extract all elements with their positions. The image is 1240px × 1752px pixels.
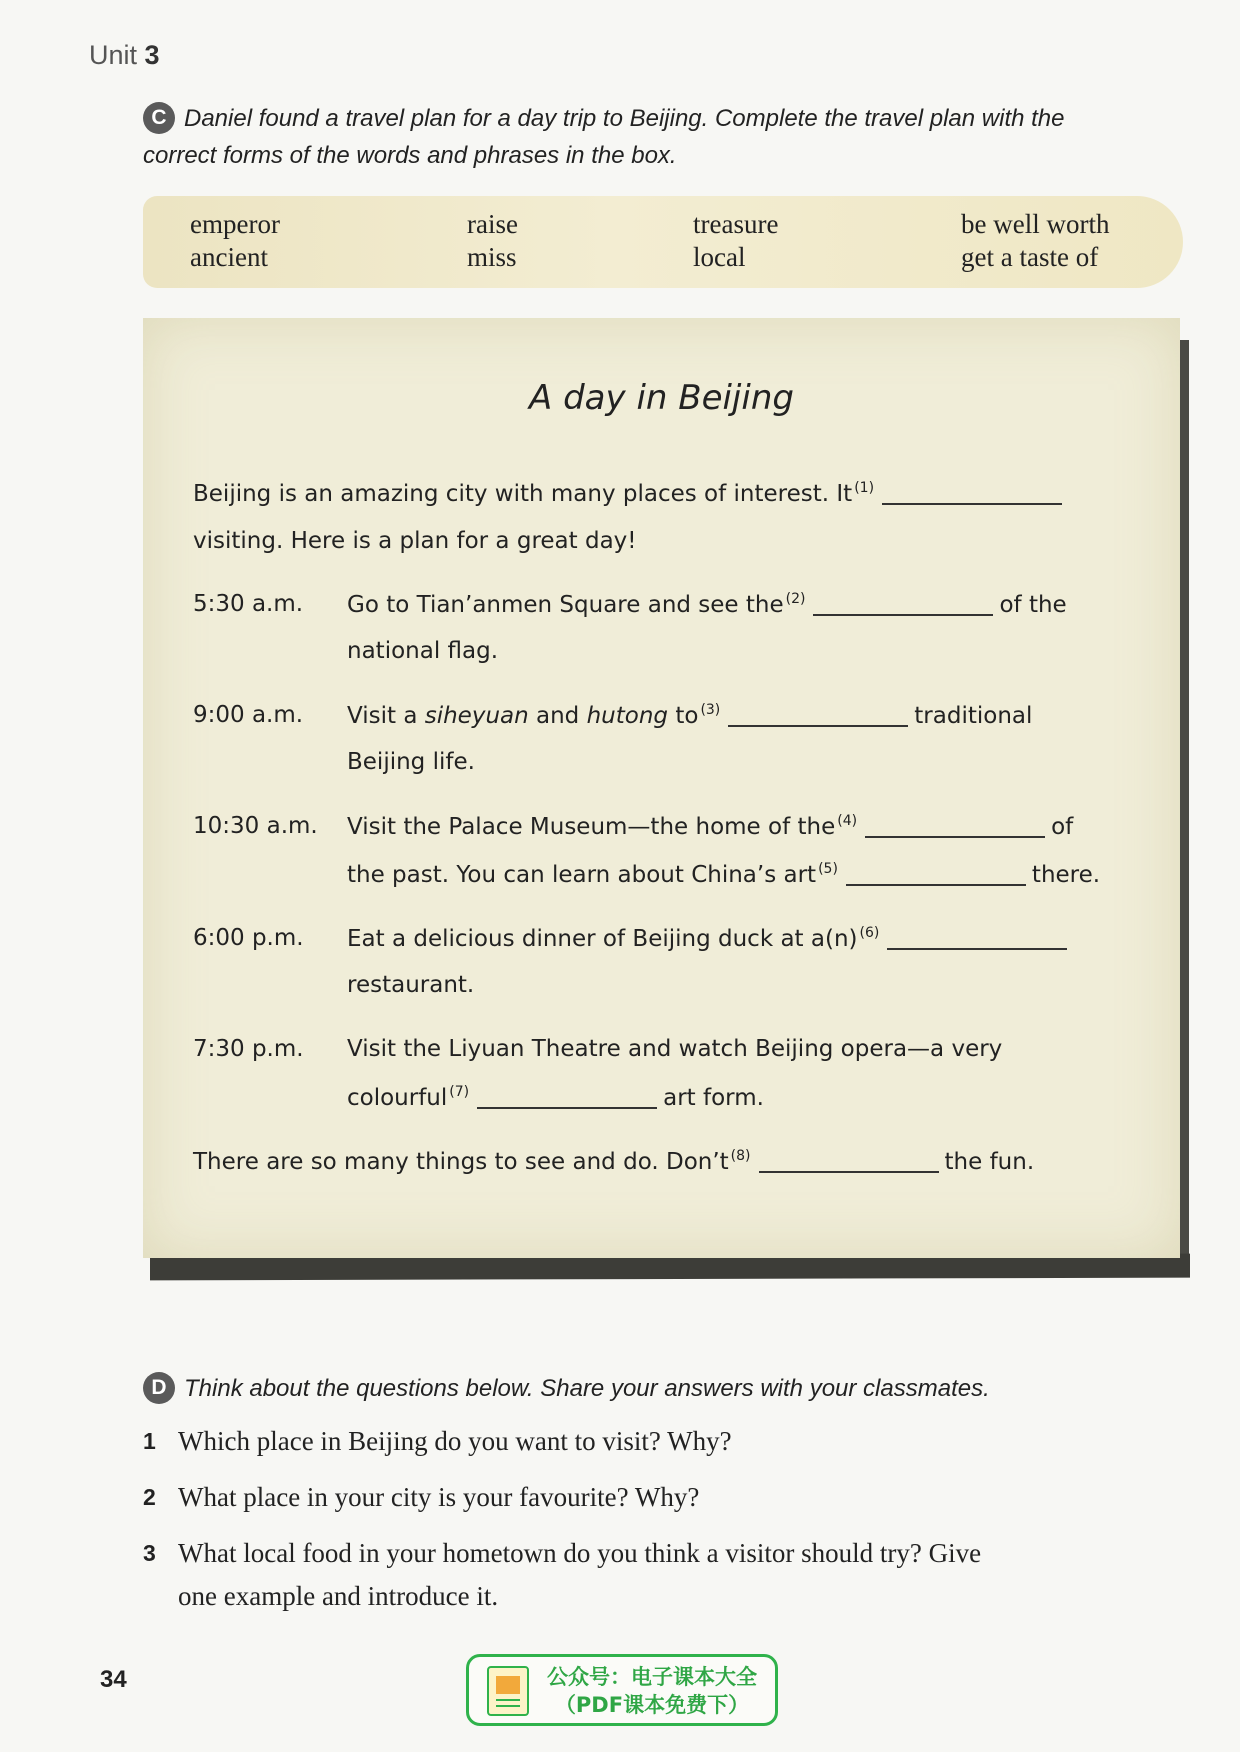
question-text: Which place in Beijing do you want to visit? Why? [178,1426,732,1456]
answer-blank-2[interactable] [813,594,993,616]
blank-number: (6) [859,925,880,941]
question-text [178,1532,981,1618]
plan-activity-line2 [347,1084,764,1111]
plan-activity-text: there. [1031,862,1101,888]
plan-activity-italic: siheyuan [424,703,529,729]
blank-number: (4) [837,813,858,829]
watermark-line1: 公众号：电子课本大全 [547,1665,757,1689]
unit-label: Unit [89,40,138,70]
answer-blank-1[interactable] [882,483,1062,505]
section-c-instruction [143,100,1188,174]
plan-activity-text: traditional [914,703,1033,729]
blank-number: (7) [449,1084,470,1100]
question-item [143,1532,1143,1622]
question-text-line2: one example and introduce it. [178,1581,499,1611]
plan-activity-line1 [347,925,1073,952]
section-d-badge: D [143,1372,175,1404]
plan-closing-text: There are so many things to see and do. Don’t [193,1149,729,1175]
answer-blank-6[interactable] [887,928,1067,950]
word-item: be well worth [961,209,1110,239]
page-number: 34 [100,1666,127,1693]
plan-closing-text: the fun. [944,1149,1035,1175]
blank-number: (2) [785,591,806,607]
word-box-column-1 [190,208,280,274]
answer-blank-4[interactable] [865,816,1045,838]
word-box-column-4 [961,208,1109,274]
plan-activity-line1 [347,702,1032,729]
plan-activity-text: of the [999,592,1067,618]
question-number: 2 [143,1484,156,1510]
plan-intro-line1 [193,480,1068,507]
plan-activity-text: the past. You can learn about China’s art [347,862,817,888]
question-text: What place in your city is your favourite? Why? [178,1482,700,1512]
plan-activity-text: Visit a [347,703,425,729]
plan-activity-text: colourful [347,1085,448,1111]
plan-time: 6:00 p.m. [193,925,304,951]
plan-activity-line2: Beijing life. [347,749,475,775]
unit-heading [89,40,160,71]
answer-blank-7[interactable] [477,1087,657,1109]
section-c-line2: correct forms of the words and phrases in the box. [143,142,677,169]
answer-blank-5[interactable] [846,864,1026,886]
travel-plan-card [143,318,1180,1258]
question-text-line1: What local food in your hometown do you think a visitor should try? Give [178,1538,982,1568]
question-item [143,1476,1143,1521]
plan-time: 9:00 a.m. [193,702,304,728]
plan-activity-text: to [668,703,699,729]
book-icon [487,1666,529,1716]
plan-closing [193,1148,1034,1175]
blank-number: (3) [700,702,721,718]
word-item: ancient [190,242,268,272]
question-item [143,1420,1143,1465]
plan-time: 7:30 p.m. [193,1036,304,1062]
word-box [143,196,1183,288]
word-box-column-3 [693,208,778,274]
section-d-instruction [143,1372,990,1404]
word-item: treasure [693,209,779,239]
plan-activity-line2: restaurant. [347,972,475,998]
section-d-text: Think about the questions below. Share your answers with your classmates. [184,1375,990,1402]
question-number: 3 [143,1540,156,1566]
blank-number: (1) [854,480,875,496]
watermark-text [537,1663,767,1719]
answer-blank-3[interactable] [728,705,908,727]
plan-activity-text: of [1051,814,1074,840]
blank-number: (8) [730,1148,751,1164]
word-item: local [693,242,746,272]
blank-number: (5) [818,861,838,877]
question-number: 1 [143,1428,156,1454]
section-c-line1: Daniel found a travel plan for a day trip to Beijing. Complete the travel plan with the [184,105,1065,132]
plan-activity-line2: national flag. [347,638,499,664]
plan-activity-line1: Visit the Liyuan Theatre and watch Beijing opera—a very [347,1036,1003,1062]
plan-activity-text: Eat a delicious dinner of Beijing duck at a(n) [347,926,858,952]
plan-intro-text: Beijing is an amazing city with many places of interest. It [193,481,853,507]
plan-activity-line2 [347,861,1100,888]
word-item: raise [467,209,518,239]
word-item: miss [467,242,517,272]
plan-activity-text: and [528,703,587,729]
plan-activity-text: Go to Tian’anmen Square and see the [347,592,784,618]
word-item: emperor [190,209,280,239]
word-item: get a taste of [961,242,1099,272]
answer-blank-8[interactable] [759,1151,939,1173]
plan-intro-line2: visiting. Here is a plan for a great day! [193,528,637,554]
section-c-badge: C [143,102,175,134]
watermark-badge [466,1654,778,1726]
plan-activity-text: art form. [663,1085,764,1111]
plan-title: A day in Beijing [529,378,794,418]
plan-time: 10:30 a.m. [193,813,318,839]
plan-activity-line1 [347,813,1073,840]
plan-time: 5:30 a.m. [193,591,304,617]
plan-activity-italic: hutong [586,703,669,729]
plan-activity-line1 [347,591,1067,618]
word-box-column-2 [467,208,518,274]
plan-activity-text: Visit the Palace Museum—the home of the [347,814,836,840]
watermark-line2: （PDF课本免费下） [554,1693,750,1717]
unit-number: 3 [144,40,160,70]
